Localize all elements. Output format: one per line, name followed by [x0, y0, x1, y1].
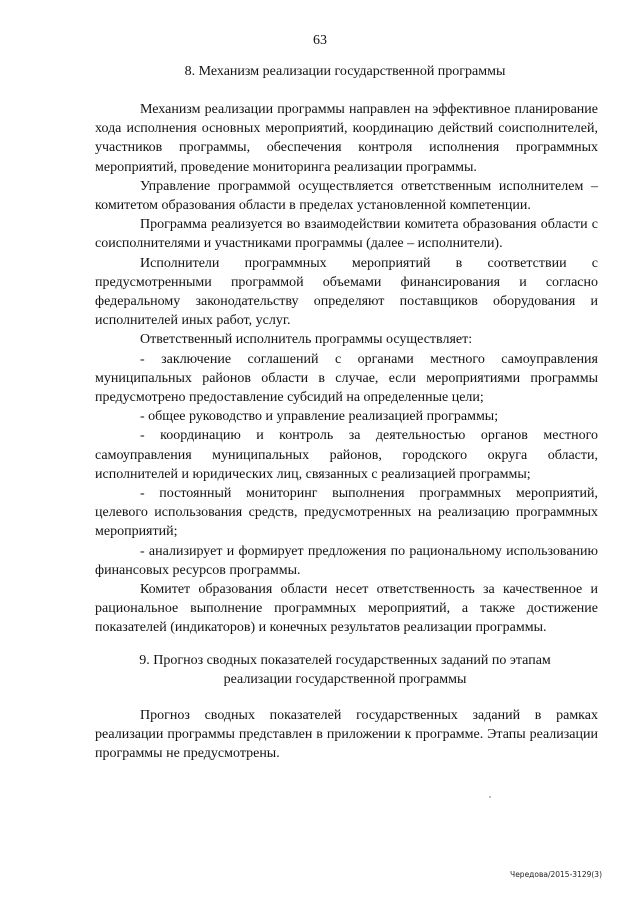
scan-artifact	[489, 796, 491, 798]
paragraph: Комитет образования области несет ответственность за качественное и рациональное выполнение программных мероприятий, а также достижение показателей (индикаторов) и конечных результатов реализации программы.	[95, 582, 598, 636]
section-8-body	[95, 100, 598, 638]
paragraph: Программа реализуется во взаимодействии комитета образования области с соисполнителями и участниками программы (далее – исполнители).	[95, 217, 598, 252]
list-item: - общее руководство и управление реализацией программы;	[140, 409, 499, 425]
list-item: - заключение соглашений с органами местного самоуправления муниципальных районов области в случае, если мероприятиями программы предусмотрено предоставление субсидий на определенные цели;	[95, 351, 598, 406]
list-item: - постоянный мониторинг выполнения программных мероприятий, целевого использования средств, предусмотренных на реализацию программных мероприятий;	[95, 486, 598, 540]
section-9-heading-line-1: 9. Прогноз сводных показателей государственных заданий по этапам	[139, 653, 551, 668]
section-8-heading: 8. Механизм реализации государственной программы	[184, 64, 506, 79]
paragraph: Механизм реализации программы направлен на эффективное планирование хода исполнения основных мероприятий, координацию действий соисполнителей, участников программы, обеспечения контроля исполнения программных мероприятий, проведение мониторинга реализации программы.	[95, 102, 598, 175]
paragraph: Управление программой осуществляется ответственным исполнителем – комитетом образования области в пределах установленной компетенции.	[95, 178, 598, 214]
paragraph: Ответственный исполнитель программы осуществляет:	[140, 332, 473, 348]
footer-document-code: Чередова/2015-3129(3)	[510, 870, 602, 879]
page-number: 63	[313, 33, 327, 48]
section-9-heading-line-2: реализации государственной программы	[223, 672, 467, 687]
paragraph: Прогноз сводных показателей государственных заданий в рамках реализации программы представлен в приложении к программе. Этапы реализации программы не предусмотрены.	[95, 708, 598, 762]
paragraph: Исполнители программных мероприятий в соответствии с предусмотренными программой объемами финансирования и согласно федеральному законодательству определяют поставщиков оборудования и исполнителей иных работ, услуг.	[95, 255, 598, 329]
list-item: - анализирует и формирует предложения по рациональному использованию финансовых ресурсов программы.	[95, 543, 598, 578]
section-9-body	[95, 706, 598, 764]
list-item: - координацию и контроль за деятельностью органов местного самоуправления муниципальных районов, городского округа области, исполнителей и юридических лиц, связанных с реализацией программы;	[95, 428, 598, 482]
section-9-heading	[95, 651, 595, 689]
